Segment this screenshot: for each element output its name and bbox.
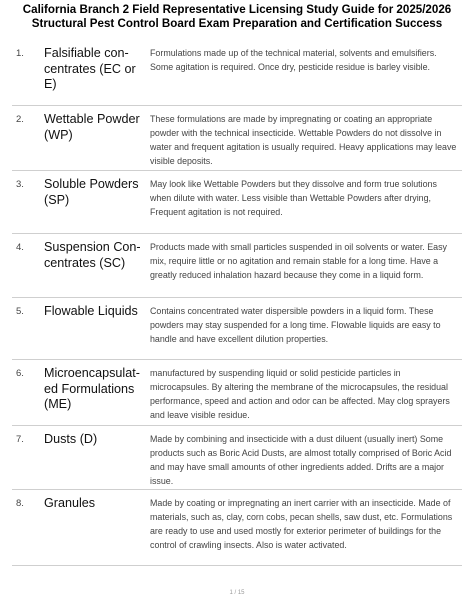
header-line-2: Structural Pest Control Board Exam Preparation and Certification Success (31, 17, 443, 30)
row-number: 6. (16, 368, 24, 379)
row-description: Products made with small particles suspended in oil solvents or water. Easy mix, require little or no agitation and remain stable for a long time. Have a greatly reduced inhalation hazard because they come in a liquid form. (150, 242, 447, 280)
row-term: Falsifiable concentrates (EC or E) (44, 46, 136, 91)
table-row (12, 106, 462, 171)
row-number: 2. (16, 114, 24, 125)
row-number: 5. (16, 306, 24, 317)
row-term: Microencapsulated Formulations (ME) (44, 366, 140, 411)
table-row (12, 171, 462, 234)
row-number: 3. (16, 179, 24, 190)
row-term: Soluble Powders (SP) (44, 177, 139, 207)
row-number: 8. (16, 498, 24, 509)
table-row (12, 40, 462, 106)
row-number: 4. (16, 242, 24, 253)
row-description: manufactured by suspending liquid or solid pesticide particles in microcapsules. By altering the membrane of the microcapsules, the residual performance, speed and action and odor can be affected. May clog sprayers and leave visible residue. (150, 368, 450, 420)
row-term: Granules (44, 496, 96, 510)
row-number: 7. (16, 434, 24, 445)
row-description: These formulations are made by impregnating or coating an appropriate powder with the technical insecticide. Wettable Powders do not dissolve in water and frequent agitation is usually required. Heavy applications may leave visible deposits. (150, 114, 457, 166)
table-row (12, 490, 462, 566)
row-description: Made by combining and insecticide with a dust diluent (usually inert) Some products such as Boric Acid Dusts, are almost totally comprised of Boric Acid and may have small amounts of other ingredients added. Drifts are a major issue. (150, 434, 452, 486)
header-line-1: California Branch 2 Field Representative Licensing Study Guide for 2025/2026 (22, 3, 452, 16)
row-term: Flowable Liquids (44, 304, 138, 318)
row-description: Contains concentrated water dispersible powders in a liquid form. These powders may stay suspended for a long time. Flowable liquids are easy to handle and have excellent dilution properties. (150, 306, 441, 344)
row-description: Made by coating or impregnating an inert carrier with an insecticide. Made of materials, such as, clay, corn cobs, pecan shells, saw dust, etc. Formulations are ready to use and used mostly for exterior perimeter of buildings for the control of crawling insects. Also is water activated. (150, 498, 453, 550)
table-row (12, 426, 462, 490)
page-header (6, 3, 468, 31)
formulation-table (12, 40, 462, 566)
table-row (12, 234, 462, 298)
page-number: 1 / 15 (229, 590, 245, 596)
row-term: Wettable Powder (WP) (44, 112, 140, 142)
row-term: Dusts (D) (44, 432, 98, 446)
table-row (12, 298, 462, 360)
row-description: Formulations made up of the technical material, solvents and emulsifiers. Some agitation is required. Once dry, pesticide residue is barley visible. (150, 48, 437, 72)
row-term: Suspension Concentrates (SC) (44, 240, 141, 270)
row-description: May look like Wettable Powders but they dissolve and form true solutions when dilute with water. Less visible than Wettable Powders after drying, Frequent agitation is not required. (150, 179, 437, 217)
row-number: 1. (16, 48, 24, 59)
table-row (12, 360, 462, 426)
